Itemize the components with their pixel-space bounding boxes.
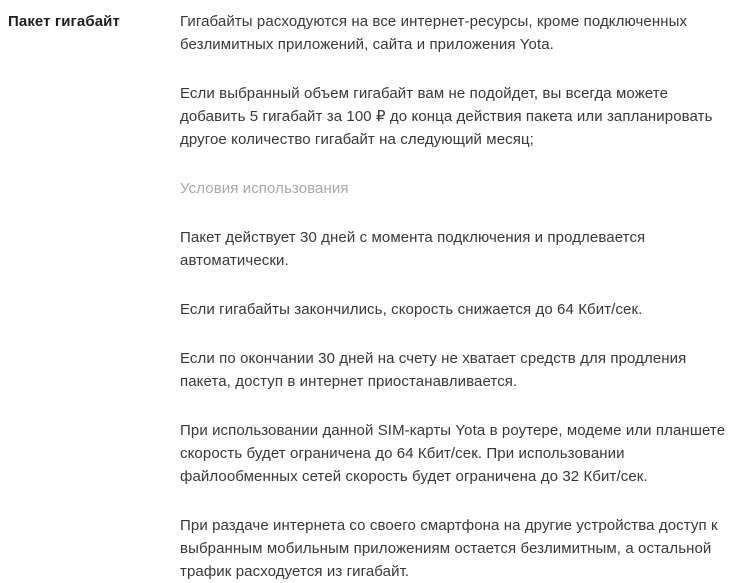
paragraph-add-gigabytes: Если выбранный объем гигабайт вам не подойдет, вы всегда можете добавить 5 гигабайт за 100 ₽ до конца действия пакета или запланировать другое количество гигабайт на следующий месяц; [180, 85, 713, 148]
row-label: Пакет гигабайт [8, 13, 120, 30]
paragraph-package-duration: Пакет действует 30 дней с момента подключения и продлевается автоматически. [180, 229, 646, 269]
paragraph-gigabytes-usage: Гигабайты расходуются на все интернет-ресурсы, кроме подключенных безлимитных приложений, сайта и приложения Yota. [180, 13, 688, 53]
row-label-column [8, 10, 180, 583]
paragraph-sim-in-router: При использовании данной SIM-карты Yota в роутере, модеме или планшете скорость будет ограничена до 64 Кбит/сек. При использовании файлообменных сетей скорость будет ограничена до 32 Кбит/сек. [180, 422, 726, 485]
subheading-usage-terms: Условия использования [180, 180, 349, 197]
paragraph-speed-reduction: Если гигабайты закончились, скорость снижается до 64 Кбит/сек. [180, 301, 643, 318]
paragraph-tethering: При раздаче интернета со своего смартфона на другие устройства доступ к выбранным мобильным приложениям остается безлимитным, а остальной трафик расходуется из гигабайт. [180, 517, 718, 580]
paragraph-insufficient-funds: Если по окончании 30 дней на счету не хватает средств для продления пакета, доступ в интернет приостанавливается. [180, 350, 687, 390]
row-content-column [180, 10, 730, 583]
